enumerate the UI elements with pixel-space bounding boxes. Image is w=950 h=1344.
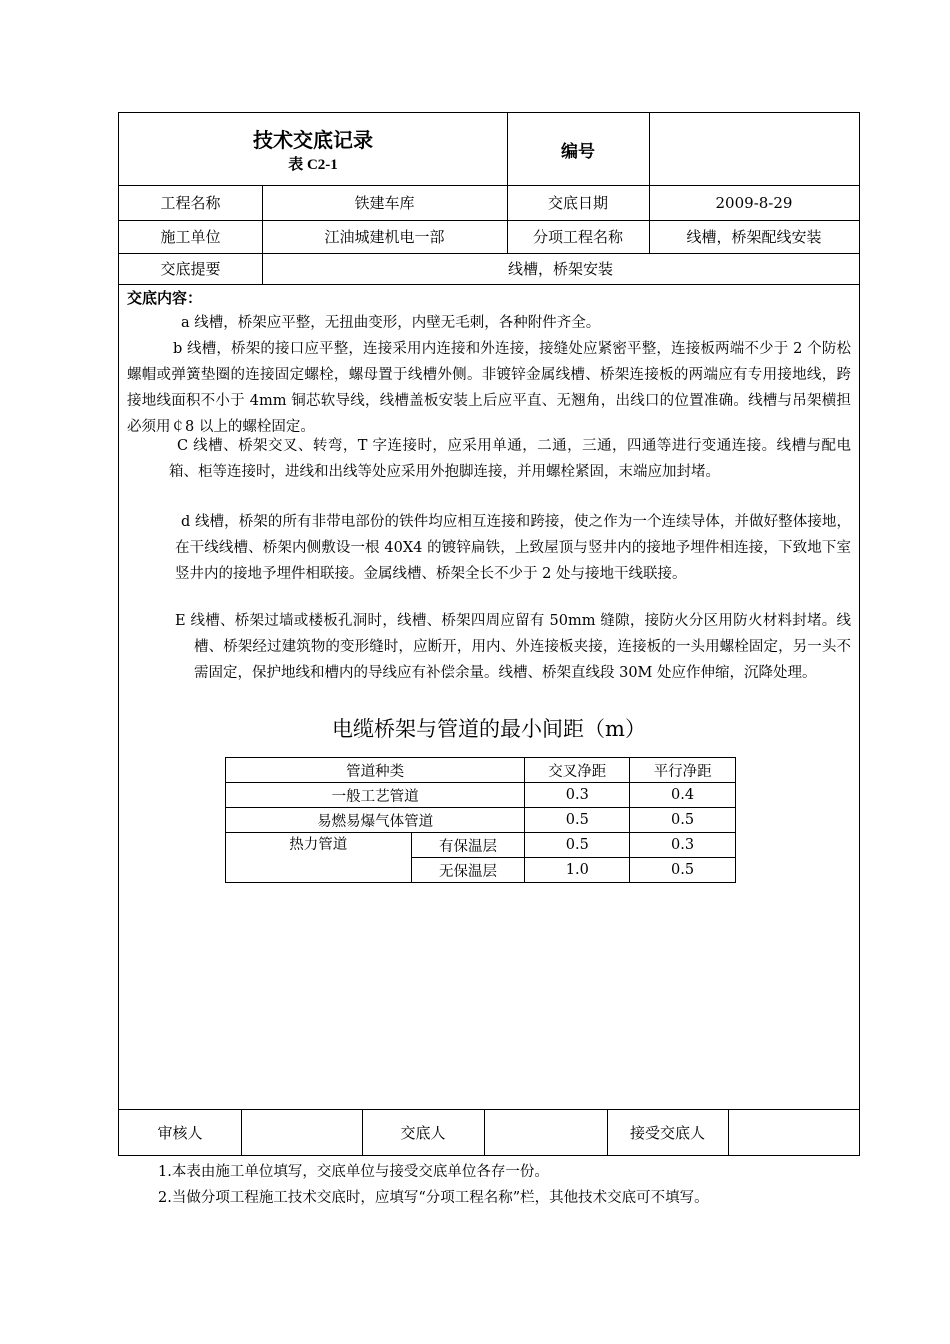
receiver-field[interactable]: [728, 1109, 859, 1155]
reviewer-field[interactable]: [241, 1109, 362, 1155]
table-row: [226, 808, 736, 833]
footnote-2: 2.当做分项工程施工技术交底时，应填写“分项工程名称”栏，其他技术交底可不填写。: [158, 1190, 709, 1206]
number-field[interactable]: [649, 113, 859, 185]
content-heading: 交底内容：: [127, 289, 203, 307]
reviewer-label: 审核人: [157, 1123, 203, 1142]
discloser-label: 交底人: [400, 1123, 446, 1142]
technical-disclosure-form: [118, 112, 860, 1156]
content-paragraph-c: C 线槽、桥架交叉、转弯，T 字连接时，应采用单通，二通，三通，四通等进行变通连接。线槽与配电箱、柜等连接时，进线和出线等处应采用外抱脚连接，并用螺栓紧固，末端应加封堵。: [169, 438, 851, 480]
cross-cell: 0.3: [525, 783, 630, 808]
table-header-row: [226, 758, 736, 783]
content-paragraph-e: E 线槽、桥架过墙或楼板孔洞时，线槽、桥架四周应留有 50mm 缝隙，接防火分区用防火材料封堵。线槽、桥架经过建筑物的变形缝时，应断开，用内、外连接板夹接，连接板的一头用螺栓固定，另一头不需固定，保护地线和槽内的导线应有补偿余量。线槽、桥架直线段 30M 处应作伸缩，沉降处理。: [175, 613, 851, 681]
project-name-value: 铁建车库: [354, 194, 415, 212]
content-paragraph-b: b 线槽，桥架的接口应平整，连接采用内连接和外连接，接缝处应紧密平整，连接板两端不少于 2 个防松螺帽或弹簧垫圈的连接固定螺栓，螺母置于线槽外侧。非镀锌金属线槽、桥架连接板的两端应有专用接地线，跨接地线面积不小于 4mm 铜芯软导线，线槽盖板安装上后应平直、无翘角，出线口的位置准确。线槽与吊架横担必须用￠8 以上的螺栓固定。: [127, 341, 851, 435]
parallel-cell: 0.5: [630, 808, 736, 833]
date-value: 2009-8-29: [715, 193, 793, 212]
discloser-field[interactable]: [484, 1109, 607, 1155]
unit-label: 施工单位: [160, 228, 221, 246]
summary-value: 线槽，桥架安装: [507, 260, 613, 278]
header-parallel-distance: 平行净距: [630, 758, 736, 783]
form-title-block: [119, 113, 507, 185]
cross-cell: 1.0: [525, 858, 630, 883]
distance-table: [225, 757, 736, 883]
insulation-cell: 无保温层: [411, 858, 525, 883]
header-pipe-type: 管道种类: [226, 758, 525, 783]
subproject-value: 线槽，桥架配线安装: [686, 228, 822, 246]
table-row: [226, 833, 736, 858]
form-number: 表 C2-1: [288, 157, 338, 173]
subproject-label: 分项工程名称: [532, 228, 623, 246]
cross-cell: 0.5: [525, 808, 630, 833]
unit-value: 江油城建机电一部: [324, 228, 445, 246]
footnote-1: 1.本表由施工单位填写，交底单位与接受交底单位各存一份。: [158, 1164, 549, 1180]
pipe-type-cell: 热力管道: [226, 833, 412, 883]
form-title: 技术交底记录: [253, 128, 373, 152]
table-row: [226, 783, 736, 808]
parallel-cell: 0.4: [630, 783, 736, 808]
pipe-type-cell: 一般工艺管道: [226, 783, 525, 808]
header-cross-distance: 交叉净距: [525, 758, 630, 783]
parallel-cell: 0.5: [630, 858, 736, 883]
insulation-cell: 有保温层: [411, 833, 525, 858]
number-label: 编号: [561, 141, 595, 162]
pipe-type-cell: 易燃易爆气体管道: [226, 808, 525, 833]
date-label: 交底日期: [547, 194, 608, 212]
receiver-label: 接受交底人: [629, 1123, 705, 1142]
content-paragraph-a: a 线槽，桥架应平整，无扭曲变形，内壁无毛刺，各种附件齐全。: [181, 315, 601, 331]
distance-table-title: 电缆桥架与管道的最小间距（m）: [332, 717, 646, 741]
project-name-label: 工程名称: [160, 194, 221, 212]
cross-cell: 0.5: [525, 833, 630, 858]
summary-label: 交底提要: [160, 260, 221, 278]
parallel-cell: 0.3: [630, 833, 736, 858]
content-paragraph-d: d 线槽，桥架的所有非带电部份的铁件均应相互连接和跨接，使之作为一个连续导体，并做好整体接地，在干线线槽、桥架内侧敷设一根 40X4 的镀锌扁铁，上致屋顶与竖井内的接地予埋件相连接，下致地下室竖井内的接地予埋件相联接。金属线槽、桥架全长不少于 2 处与接地干线联接。: [175, 514, 851, 582]
